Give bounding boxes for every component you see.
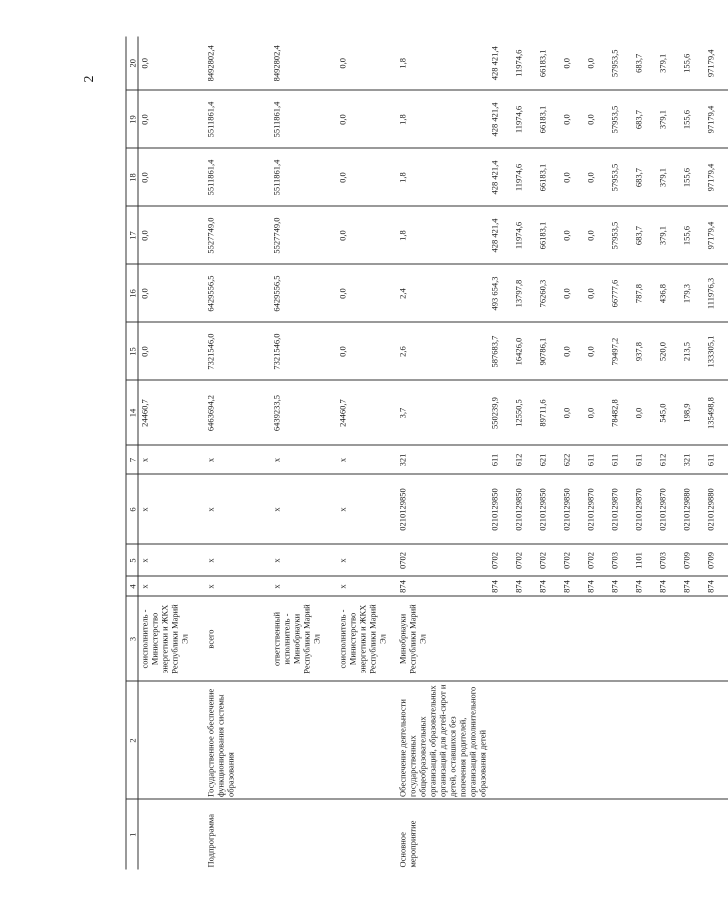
rzpr-code-cell: 0702 xyxy=(488,544,512,576)
amount-cell: 89711,6 xyxy=(536,380,560,445)
amount-cell: 57953,5 xyxy=(608,148,632,206)
table-row xyxy=(204,36,270,869)
description-cell xyxy=(680,681,704,799)
section-type-cell xyxy=(656,799,680,869)
table-row xyxy=(632,36,656,869)
grbs-code-cell: 874 xyxy=(656,576,680,596)
amount-cell: 0,0 xyxy=(560,322,584,380)
rzpr-code-cell: 0703 xyxy=(656,544,680,576)
column-number-header: 1 xyxy=(126,799,138,869)
description-cell xyxy=(138,681,204,799)
section-type-cell xyxy=(336,799,396,869)
column-number-header: 3 xyxy=(126,596,138,681)
section-type-cell xyxy=(512,799,536,869)
amount-cell: 6439233,5 xyxy=(270,380,336,445)
rzpr-code-cell: 0709 xyxy=(704,544,728,576)
target-article-cell: 0210129850 xyxy=(536,474,560,544)
description-cell xyxy=(656,681,680,799)
amount-cell: 155,6 xyxy=(680,36,704,90)
amount-cell: 66777,6 xyxy=(608,264,632,322)
amount-cell: 179,3 xyxy=(680,264,704,322)
executor-cell xyxy=(584,596,608,681)
description-cell: Обеспечение деятельности государственных общеобразовательных организаций, образовательных организаций для детей-сирот и детей, оставшихся без попечения родителей, организаций дополнительного образования детей xyxy=(396,681,488,799)
table-row xyxy=(656,36,680,869)
column-number-header: 4 xyxy=(126,576,138,596)
section-type-cell xyxy=(632,799,656,869)
description-cell xyxy=(608,681,632,799)
amount-cell: 76260,3 xyxy=(536,264,560,322)
rzpr-code-cell: 0702 xyxy=(512,544,536,576)
amount-cell: 155,6 xyxy=(680,148,704,206)
amount-cell: 0,0 xyxy=(584,206,608,264)
section-type-cell xyxy=(560,799,584,869)
grbs-code-cell: 874 xyxy=(632,576,656,596)
grbs-code-cell: 874 xyxy=(560,576,584,596)
amount-cell: 1,8 xyxy=(396,36,488,90)
amount-cell: 0,0 xyxy=(336,90,396,148)
amount-cell: 587683,7 xyxy=(488,322,512,380)
column-number-header: 6 xyxy=(126,474,138,544)
amount-cell: 545,0 xyxy=(656,380,680,445)
amount-cell: 11974,6 xyxy=(512,148,536,206)
section-type-cell xyxy=(536,799,560,869)
description-cell xyxy=(270,681,336,799)
amount-cell: 7321546,0 xyxy=(204,322,270,380)
grbs-code-cell: 874 xyxy=(608,576,632,596)
rzpr-code-cell: х xyxy=(336,544,396,576)
amount-cell: 155,6 xyxy=(680,90,704,148)
amount-cell: 0,0 xyxy=(138,322,204,380)
description-cell xyxy=(560,681,584,799)
table-row xyxy=(680,36,704,869)
amount-cell: 520,0 xyxy=(656,322,680,380)
amount-cell: 1,8 xyxy=(396,148,488,206)
grbs-code-cell: 874 xyxy=(396,576,488,596)
amount-cell: 428 421,4 xyxy=(488,36,512,90)
description-cell xyxy=(336,681,396,799)
rzpr-code-cell: 0702 xyxy=(584,544,608,576)
grbs-code-cell: х xyxy=(204,576,270,596)
column-number-header: 17 xyxy=(126,206,138,264)
section-type-cell xyxy=(270,799,336,869)
table-header-row xyxy=(126,36,138,869)
amount-cell: 8492802,4 xyxy=(270,36,336,90)
expense-type-cell: 611 xyxy=(584,445,608,474)
amount-cell: 5511861,4 xyxy=(204,90,270,148)
grbs-code-cell: х xyxy=(336,576,396,596)
column-number-header: 15 xyxy=(126,322,138,380)
table-row xyxy=(704,36,728,869)
rzpr-code-cell: х xyxy=(138,544,204,576)
amount-cell: 0,0 xyxy=(560,90,584,148)
grbs-code-cell: 874 xyxy=(536,576,560,596)
executor-cell: Минобрнауки Республики Марий Эл xyxy=(396,596,488,681)
expense-type-cell: х xyxy=(336,445,396,474)
amount-cell: 428 421,4 xyxy=(488,148,512,206)
rzpr-code-cell: х xyxy=(204,544,270,576)
page-number: 2 xyxy=(82,75,97,83)
rzpr-code-cell: 0702 xyxy=(560,544,584,576)
amount-cell: 493 654,3 xyxy=(488,264,512,322)
target-article-cell: 0210129850 xyxy=(512,474,536,544)
column-number-header: 19 xyxy=(126,90,138,148)
amount-cell: 0,0 xyxy=(336,148,396,206)
target-article-cell: 0210129850 xyxy=(396,474,488,544)
amount-cell: 550239,9 xyxy=(488,380,512,445)
description-cell xyxy=(632,681,656,799)
table-row xyxy=(336,36,396,869)
amount-cell: 683,7 xyxy=(632,206,656,264)
section-type-cell: Подпрограмма xyxy=(205,813,215,867)
section-type-cell: Основное мероприятие xyxy=(397,820,417,867)
target-article-cell: 0210129850 xyxy=(560,474,584,544)
amount-cell: 6429556,5 xyxy=(204,264,270,322)
executor-cell xyxy=(632,596,656,681)
column-number-header: 5 xyxy=(126,544,138,576)
executor-cell: соисполнитель - Министерство энергетики и ЖКХ Республики Марий Эл xyxy=(138,596,204,681)
amount-cell: 0,0 xyxy=(560,206,584,264)
table-row xyxy=(138,36,204,869)
amount-cell: 97179,4 xyxy=(704,206,728,264)
section-type-cell xyxy=(488,799,512,869)
target-article-cell: х xyxy=(270,474,336,544)
amount-cell: 5511861,4 xyxy=(204,148,270,206)
amount-cell: 683,7 xyxy=(632,90,656,148)
expense-type-cell: 612 xyxy=(656,445,680,474)
section-type-cell xyxy=(680,799,704,869)
amount-cell: 133305,1 xyxy=(704,322,728,380)
target-article-cell: х xyxy=(138,474,204,544)
rzpr-code-cell: 0702 xyxy=(396,544,488,576)
executor-cell: ответственный исполнитель - Минобрнауки Республики Марий Эл xyxy=(270,596,336,681)
amount-cell: 0,0 xyxy=(584,264,608,322)
executor-cell xyxy=(536,596,560,681)
column-number-header: 18 xyxy=(126,148,138,206)
expense-type-cell: 611 xyxy=(632,445,656,474)
amount-cell: 135498,8 xyxy=(704,380,728,445)
target-article-cell: х xyxy=(336,474,396,544)
budget-table xyxy=(126,36,728,869)
amount-cell: 97179,4 xyxy=(704,148,728,206)
table-body xyxy=(138,36,728,869)
expense-type-cell: х xyxy=(138,445,204,474)
target-article-cell: 0210129870 xyxy=(584,474,608,544)
executor-cell xyxy=(656,596,680,681)
grbs-code-cell: 874 xyxy=(512,576,536,596)
amount-cell: 436,8 xyxy=(656,264,680,322)
description-cell xyxy=(536,681,560,799)
target-article-cell: 0210129870 xyxy=(608,474,632,544)
amount-cell: 78482,8 xyxy=(608,380,632,445)
amount-cell: 213,5 xyxy=(680,322,704,380)
amount-cell: 24460,7 xyxy=(336,380,396,445)
column-number-header: 7 xyxy=(126,445,138,474)
amount-cell: 66183,1 xyxy=(536,90,560,148)
amount-cell: 155,6 xyxy=(680,206,704,264)
grbs-code-cell: 874 xyxy=(704,576,728,596)
amount-cell: 2,4 xyxy=(396,264,488,322)
column-number-header: 20 xyxy=(126,36,138,90)
target-article-cell: 0210129870 xyxy=(656,474,680,544)
executor-cell: всего xyxy=(204,596,270,681)
amount-cell: 97179,4 xyxy=(704,90,728,148)
executor-cell xyxy=(704,596,728,681)
table-row xyxy=(488,36,512,869)
amount-cell: 0,0 xyxy=(138,264,204,322)
amount-cell: 683,7 xyxy=(632,148,656,206)
column-number-header: 2 xyxy=(126,681,138,799)
table-row xyxy=(608,36,632,869)
executor-cell xyxy=(512,596,536,681)
amount-cell: 57953,5 xyxy=(608,90,632,148)
expense-type-cell: 621 xyxy=(536,445,560,474)
amount-cell: 0,0 xyxy=(336,264,396,322)
section-type-cell xyxy=(608,799,632,869)
grbs-code-cell: 874 xyxy=(680,576,704,596)
grbs-code-cell: 874 xyxy=(488,576,512,596)
amount-cell: 24460,7 xyxy=(138,380,204,445)
executor-cell xyxy=(560,596,584,681)
table-row xyxy=(396,36,488,869)
amount-cell: 5527749,0 xyxy=(204,206,270,264)
amount-cell: 0,0 xyxy=(560,36,584,90)
target-article-cell: 0210129870 xyxy=(632,474,656,544)
amount-cell: 13797,8 xyxy=(512,264,536,322)
table-row xyxy=(584,36,608,869)
amount-cell: 16426,0 xyxy=(512,322,536,380)
amount-cell: 57953,5 xyxy=(608,206,632,264)
grbs-code-cell: 874 xyxy=(584,576,608,596)
amount-cell: 1,8 xyxy=(396,206,488,264)
amount-cell: 0,0 xyxy=(560,380,584,445)
target-article-cell: 0210129880 xyxy=(680,474,704,544)
amount-cell: 0,0 xyxy=(336,206,396,264)
amount-cell: 0,0 xyxy=(584,380,608,445)
table-row xyxy=(536,36,560,869)
rotated-budget-table-container xyxy=(126,36,715,869)
amount-cell: 0,0 xyxy=(584,90,608,148)
amount-cell: 0,0 xyxy=(632,380,656,445)
rzpr-code-cell: х xyxy=(270,544,336,576)
amount-cell: 937,8 xyxy=(632,322,656,380)
amount-cell: 6463694,2 xyxy=(204,380,270,445)
grbs-code-cell: х xyxy=(138,576,204,596)
amount-cell: 2,6 xyxy=(396,322,488,380)
amount-cell: 57953,5 xyxy=(608,36,632,90)
amount-cell: 428 421,4 xyxy=(488,90,512,148)
amount-cell: 0,0 xyxy=(584,36,608,90)
amount-cell: 0,0 xyxy=(336,322,396,380)
rzpr-code-cell: 0703 xyxy=(608,544,632,576)
target-article-cell: 0210129880 xyxy=(704,474,728,544)
amount-cell: 5511861,4 xyxy=(270,90,336,148)
amount-cell: 379,1 xyxy=(656,206,680,264)
description-cell: Государственное обеспечение функционирования системы образования xyxy=(204,681,270,799)
expense-type-cell: х xyxy=(204,445,270,474)
target-article-cell: х xyxy=(204,474,270,544)
section-type-cell xyxy=(584,799,608,869)
target-article-cell: 0210129850 xyxy=(488,474,512,544)
column-number-header: 16 xyxy=(126,264,138,322)
amount-cell: 1,8 xyxy=(396,90,488,148)
rzpr-code-cell: 0702 xyxy=(536,544,560,576)
amount-cell: 0,0 xyxy=(336,36,396,90)
expense-type-cell: 622 xyxy=(560,445,584,474)
description-cell xyxy=(584,681,608,799)
expense-type-cell: 321 xyxy=(680,445,704,474)
executor-cell: соисполнитель - Министерство энергетики и ЖКХ Республики Марий Эл xyxy=(336,596,396,681)
table-row xyxy=(270,36,336,869)
amount-cell: 198,9 xyxy=(680,380,704,445)
expense-type-cell: 611 xyxy=(488,445,512,474)
amount-cell: 0,0 xyxy=(560,148,584,206)
amount-cell: 66183,1 xyxy=(536,36,560,90)
section-type-cell xyxy=(704,799,728,869)
amount-cell: 0,0 xyxy=(138,206,204,264)
amount-cell: 379,1 xyxy=(656,148,680,206)
amount-cell: 66183,1 xyxy=(536,206,560,264)
amount-cell: 0,0 xyxy=(138,36,204,90)
amount-cell: 0,0 xyxy=(584,148,608,206)
amount-cell: 12550,5 xyxy=(512,380,536,445)
section-type-cell xyxy=(138,799,204,869)
amount-cell: 0,0 xyxy=(560,264,584,322)
description-cell xyxy=(512,681,536,799)
executor-cell xyxy=(488,596,512,681)
amount-cell: 0,0 xyxy=(138,148,204,206)
table-row xyxy=(560,36,584,869)
rzpr-code-cell: 1101 xyxy=(632,544,656,576)
amount-cell: 66183,1 xyxy=(536,148,560,206)
expense-type-cell: 321 xyxy=(396,445,488,474)
amount-cell: 11974,6 xyxy=(512,36,536,90)
amount-cell: 379,1 xyxy=(656,90,680,148)
expense-type-cell: 612 xyxy=(512,445,536,474)
amount-cell: 0,0 xyxy=(138,90,204,148)
description-cell xyxy=(704,681,728,799)
amount-cell: 7321546,0 xyxy=(270,322,336,380)
amount-cell: 787,8 xyxy=(632,264,656,322)
amount-cell: 8492802,4 xyxy=(204,36,270,90)
amount-cell: 5527749,0 xyxy=(270,206,336,264)
expense-type-cell: 611 xyxy=(608,445,632,474)
expense-type-cell: х xyxy=(270,445,336,474)
rzpr-code-cell: 0709 xyxy=(680,544,704,576)
amount-cell: 11974,6 xyxy=(512,206,536,264)
amount-cell: 11974,6 xyxy=(512,90,536,148)
amount-cell: 6429556,5 xyxy=(270,264,336,322)
amount-cell: 379,1 xyxy=(656,36,680,90)
grbs-code-cell: х xyxy=(270,576,336,596)
expense-type-cell: 611 xyxy=(704,445,728,474)
amount-cell: 90786,1 xyxy=(536,322,560,380)
amount-cell: 5511861,4 xyxy=(270,148,336,206)
column-number-header: 14 xyxy=(126,380,138,445)
executor-cell xyxy=(680,596,704,681)
amount-cell: 97179,4 xyxy=(704,36,728,90)
amount-cell: 0,0 xyxy=(584,322,608,380)
executor-cell xyxy=(608,596,632,681)
amount-cell: 79497,2 xyxy=(608,322,632,380)
table-row xyxy=(512,36,536,869)
amount-cell: 428 421,4 xyxy=(488,206,512,264)
amount-cell: 3,7 xyxy=(396,380,488,445)
amount-cell: 683,7 xyxy=(632,36,656,90)
description-cell xyxy=(488,681,512,799)
amount-cell: 111976,3 xyxy=(704,264,728,322)
